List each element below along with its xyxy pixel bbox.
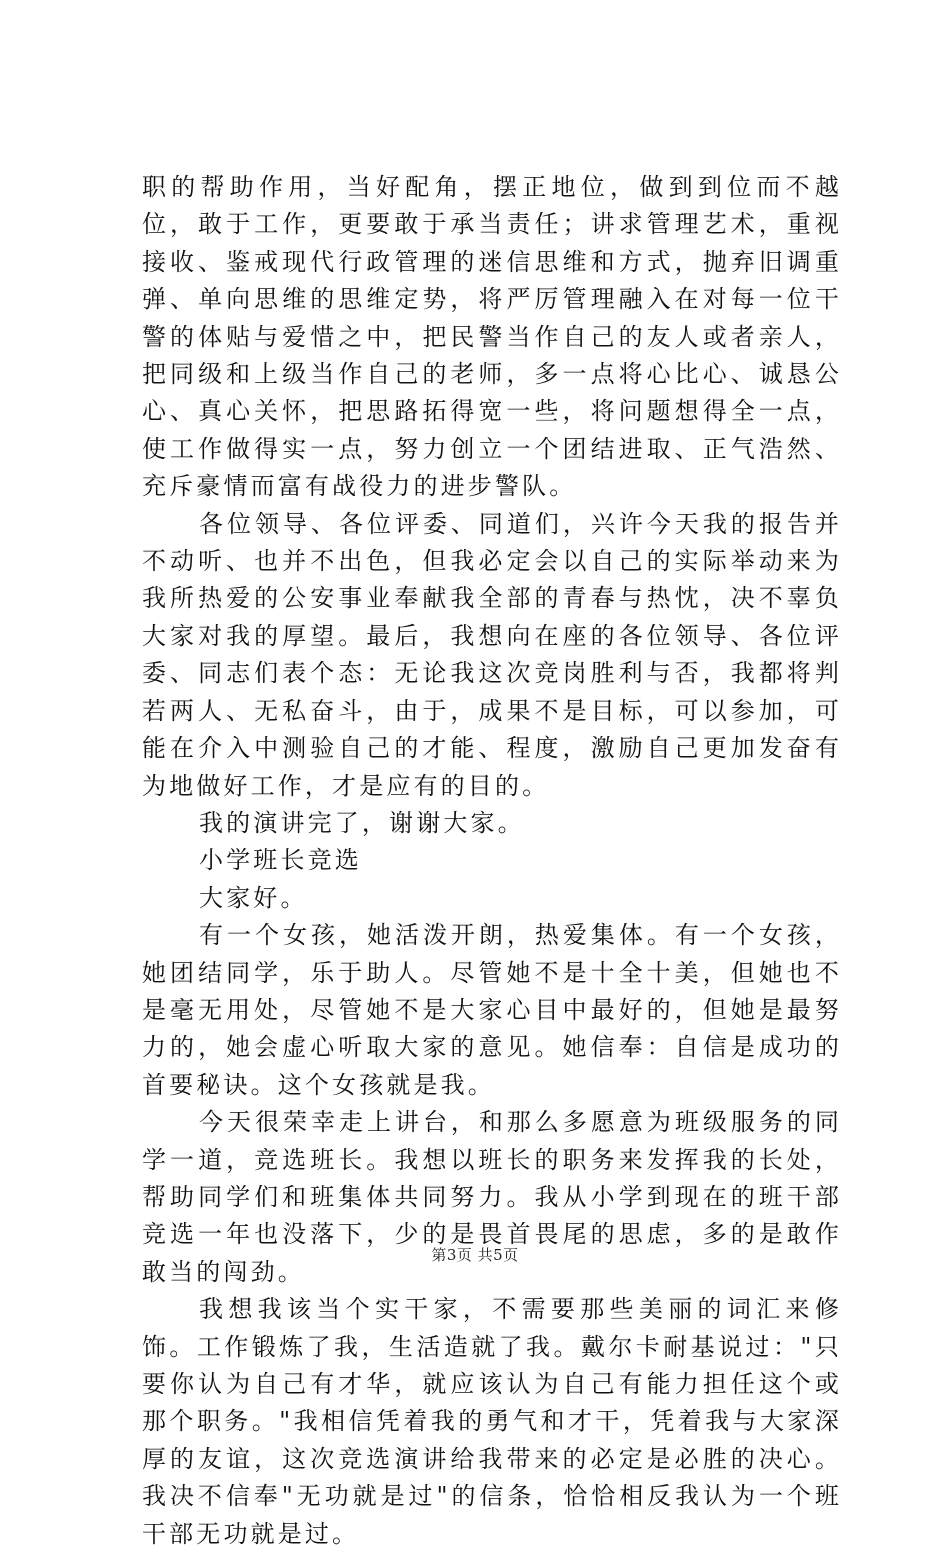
paragraph-commitment: 我想我该当个实干家，不需要那些美丽的词汇来修饰。工作锻炼了我，生活造就了我。戴尔卡耐基说过："只要你认为自己有才华，就应该认为自己有能力担任这个或那个职务。"我相信凭着我的勇气和才干，凭着我与大家深厚的友谊，这次竞选演讲给我带来的必定是必胜的决心。我决不信奉"无功就是过"的信条，恰恰相反我认为一个班干部无功就是过。 <box>142 1295 842 1548</box>
page-number-footer: 第3页 共5页 <box>431 1246 519 1264</box>
document-body <box>142 169 842 1553</box>
paragraph-motivation: 今天很荣幸走上讲台，和那么多愿意为班级服务的同学一道，竞选班长。我想以班长的职务来发挥我的长处，帮助同学们和班集体共同努力。我从小学到现在的班干部竞选一年也没落下，少的是畏首畏尾的思虑，多的是敢作敢当的闯劲。 <box>142 1108 842 1286</box>
section-heading: 小学班长竞选 <box>199 846 362 875</box>
paragraph-introduction: 有一个女孩，她活泼开朗，热爱集体。有一个女孩，她团结同学，乐于助人。尽管她不是十全十美，但她也不是毫无用处，尽管她不是大家心目中最好的，但她是最努力的，她会虚心听取大家的意见。她信奉：自信是成功的首要秘诀。这个女孩就是我。 <box>142 921 842 1099</box>
paragraph-greeting: 大家好。 <box>199 883 308 912</box>
paragraph-continuation: 职的帮助作用，当好配角，摆正地位，做到到位而不越位，敢于工作，更要敢于承当责任；讲求管理艺术，重视接收、鉴戒现代行政管理的迷信思维和方式，抛弃旧调重弹、单向思维的思维定势，将严厉管理融入在对每一位干警的体贴与爱惜之中，把民警当作自己的友人或者亲人，把同级和上级当作自己的老师，多一点将心比心、诚恳公心、真心关怀，把思路拓得宽一些，将问题想得全一点，使工作做得实一点，努力创立一个团结进取、正气浩然、充斥豪情而富有战役力的进步警队。 <box>142 173 842 501</box>
paragraph-thanks: 我的演讲完了，谢谢大家。 <box>199 808 525 837</box>
paragraph-closing-statement: 各位领导、各位评委、同道们，兴许今天我的报告并不动听、也并不出色，但我必定会以自己的实际举动来为我所热爱的公安事业奉献我全部的青春与热忱，决不辜负大家对我的厚望。最后，我想向在座的各位领导、各位评委、同志们表个态：无论我这次竞岗胜利与否，我都将判若两人、无私奋斗，由于，成果不是目标，可以参加，可能在介入中测验自己的才能、程度，激励自己更加发奋有为地做好工作，才是应有的目的。 <box>142 509 842 800</box>
